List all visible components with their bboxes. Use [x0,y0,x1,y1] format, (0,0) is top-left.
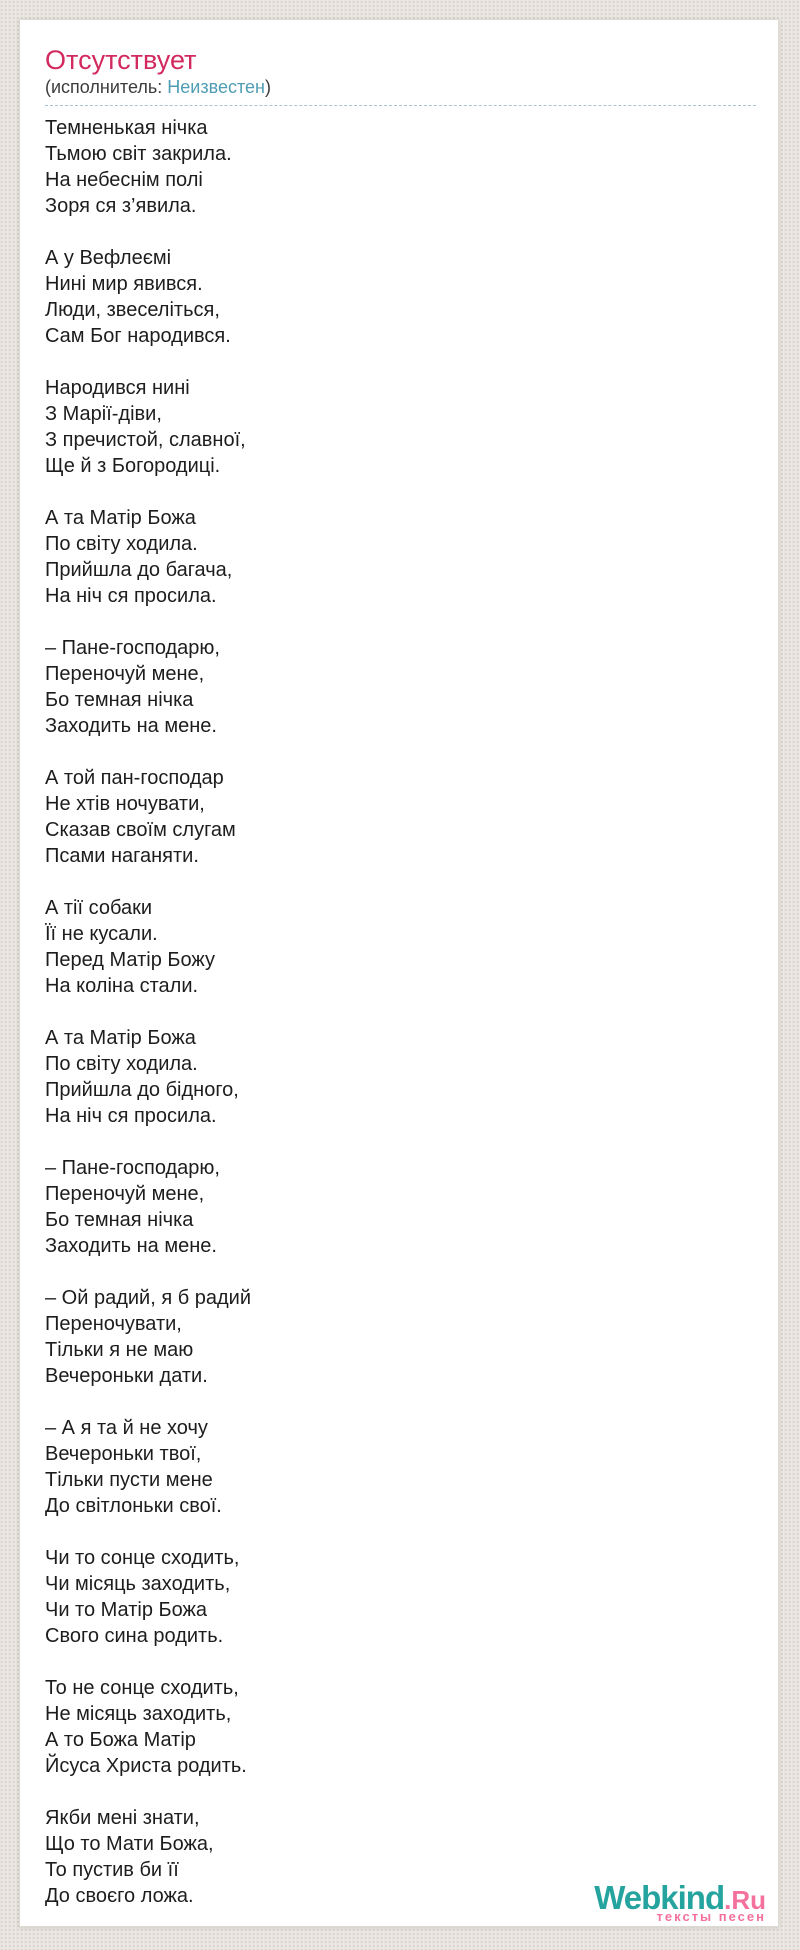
lyric-line: Нині мир явився. [45,273,203,295]
lyric-verse [45,1285,756,1389]
lyric-line: На небеснім полі [45,169,203,191]
lyric-line: По світу ходила. [45,1053,198,1075]
lyric-line: Темненькая нічка [45,117,208,139]
lyric-verse [45,505,756,609]
lyric-line: Заходить на мене. [45,715,217,737]
lyric-line: А той пан-господар [45,767,224,789]
lyric-line: Тьмою світ закрила. [45,143,232,165]
lyric-verse [45,1545,756,1649]
lyric-line: То не сонце сходить, [45,1677,239,1699]
artist-suffix: ) [264,77,271,97]
song-header [45,45,756,106]
lyric-line: Переночувати, [45,1313,182,1335]
lyric-line: А та Матір Божа [45,1027,196,1049]
lyric-line: Сказав своїм слугам [45,819,236,841]
lyric-verse [45,1155,756,1259]
lyric-line: Чи то Матір Божа [45,1599,208,1621]
lyric-line: Люди, звеселіться, [45,299,220,321]
lyric-line: – А я та й не хочу [45,1417,208,1439]
lyric-line: До світлоньки свої. [45,1495,222,1517]
lyric-verse [45,375,756,479]
lyric-line: – Пане-господарю, [45,1157,220,1179]
lyric-line: Що то Мати Божа, [45,1833,214,1855]
lyric-line: Чи то сонце сходить, [45,1547,240,1569]
lyric-line: До своєго ложа. [45,1885,194,1907]
webkind-logo[interactable] [594,1881,766,1923]
song-title: Отсутствует [45,45,197,75]
lyric-line: Переночуй мене, [45,663,205,685]
lyrics-card [19,19,779,1927]
artist-link[interactable]: Неизвестен [167,77,265,97]
lyric-line: Прийшла до бідного, [45,1079,239,1101]
lyrics-text [45,115,756,1909]
lyric-line: Переночуй мене, [45,1183,205,1205]
lyric-verse [45,245,756,349]
lyric-line: А тії собаки [45,897,153,919]
lyric-line: На коліна стали. [45,975,199,997]
logo-tagline: тексты песен [656,1909,766,1924]
lyric-line: Не місяць заходить, [45,1703,232,1725]
artist-label: (исполнитель: [45,77,163,97]
lyric-verse [45,635,756,739]
lyric-line: А у Вефлеємі [45,247,172,269]
lyric-line: Її не кусали. [45,923,158,945]
lyric-line: Тільки я не маю [45,1339,194,1361]
lyric-verse [45,895,756,999]
lyric-line: А та Матір Божа [45,507,196,529]
lyric-line: З пречистой, славної, [45,429,246,451]
lyric-line: Бо темная нічка [45,1209,194,1231]
lyric-line: Тільки пусти мене [45,1469,213,1491]
lyric-line: Зоря ся з’явила. [45,195,197,217]
lyric-line: Заходить на мене. [45,1235,217,1257]
lyric-line: Чи місяць заходить, [45,1573,231,1595]
lyric-line: Не хтів ночувати, [45,793,205,815]
logo-domain-suffix: .Ru [724,1885,766,1915]
lyric-line: Бо темная нічка [45,689,194,711]
lyric-verse [45,1025,756,1129]
lyric-line: З Марії-діви, [45,403,162,425]
lyric-line: По світу ходила. [45,533,198,555]
lyric-verse [45,1415,756,1519]
logo-brand: Webkind [594,1879,725,1916]
lyric-verse [45,765,756,869]
lyric-line: На ніч ся просила. [45,1105,217,1127]
lyric-line: Народився нині [45,377,190,399]
lyric-verse [45,115,756,219]
lyric-line: Вечероньки дати. [45,1365,208,1387]
lyric-line: То пустив би її [45,1859,179,1881]
lyric-line: Якби мені знати, [45,1807,200,1829]
lyric-verse [45,1675,756,1779]
lyric-line: Сам Бог народився. [45,325,231,347]
lyric-line: А то Божа Матір [45,1729,196,1751]
artist-line [45,77,756,98]
lyric-line: Свого сина родить. [45,1625,224,1647]
lyric-line: Псами наганяти. [45,845,199,867]
lyric-line: Перед Матір Божу [45,949,216,971]
lyric-line: Ще й з Богородиці. [45,455,221,477]
lyric-line: Вечероньки твої, [45,1443,202,1465]
lyric-line: Прийшла до багача, [45,559,233,581]
lyric-line: – Пане-господарю, [45,637,220,659]
lyric-line: – Ой радий, я б радий [45,1287,251,1309]
lyric-line: Йсуса Христа родить. [45,1755,247,1777]
lyric-line: На ніч ся просила. [45,585,217,607]
